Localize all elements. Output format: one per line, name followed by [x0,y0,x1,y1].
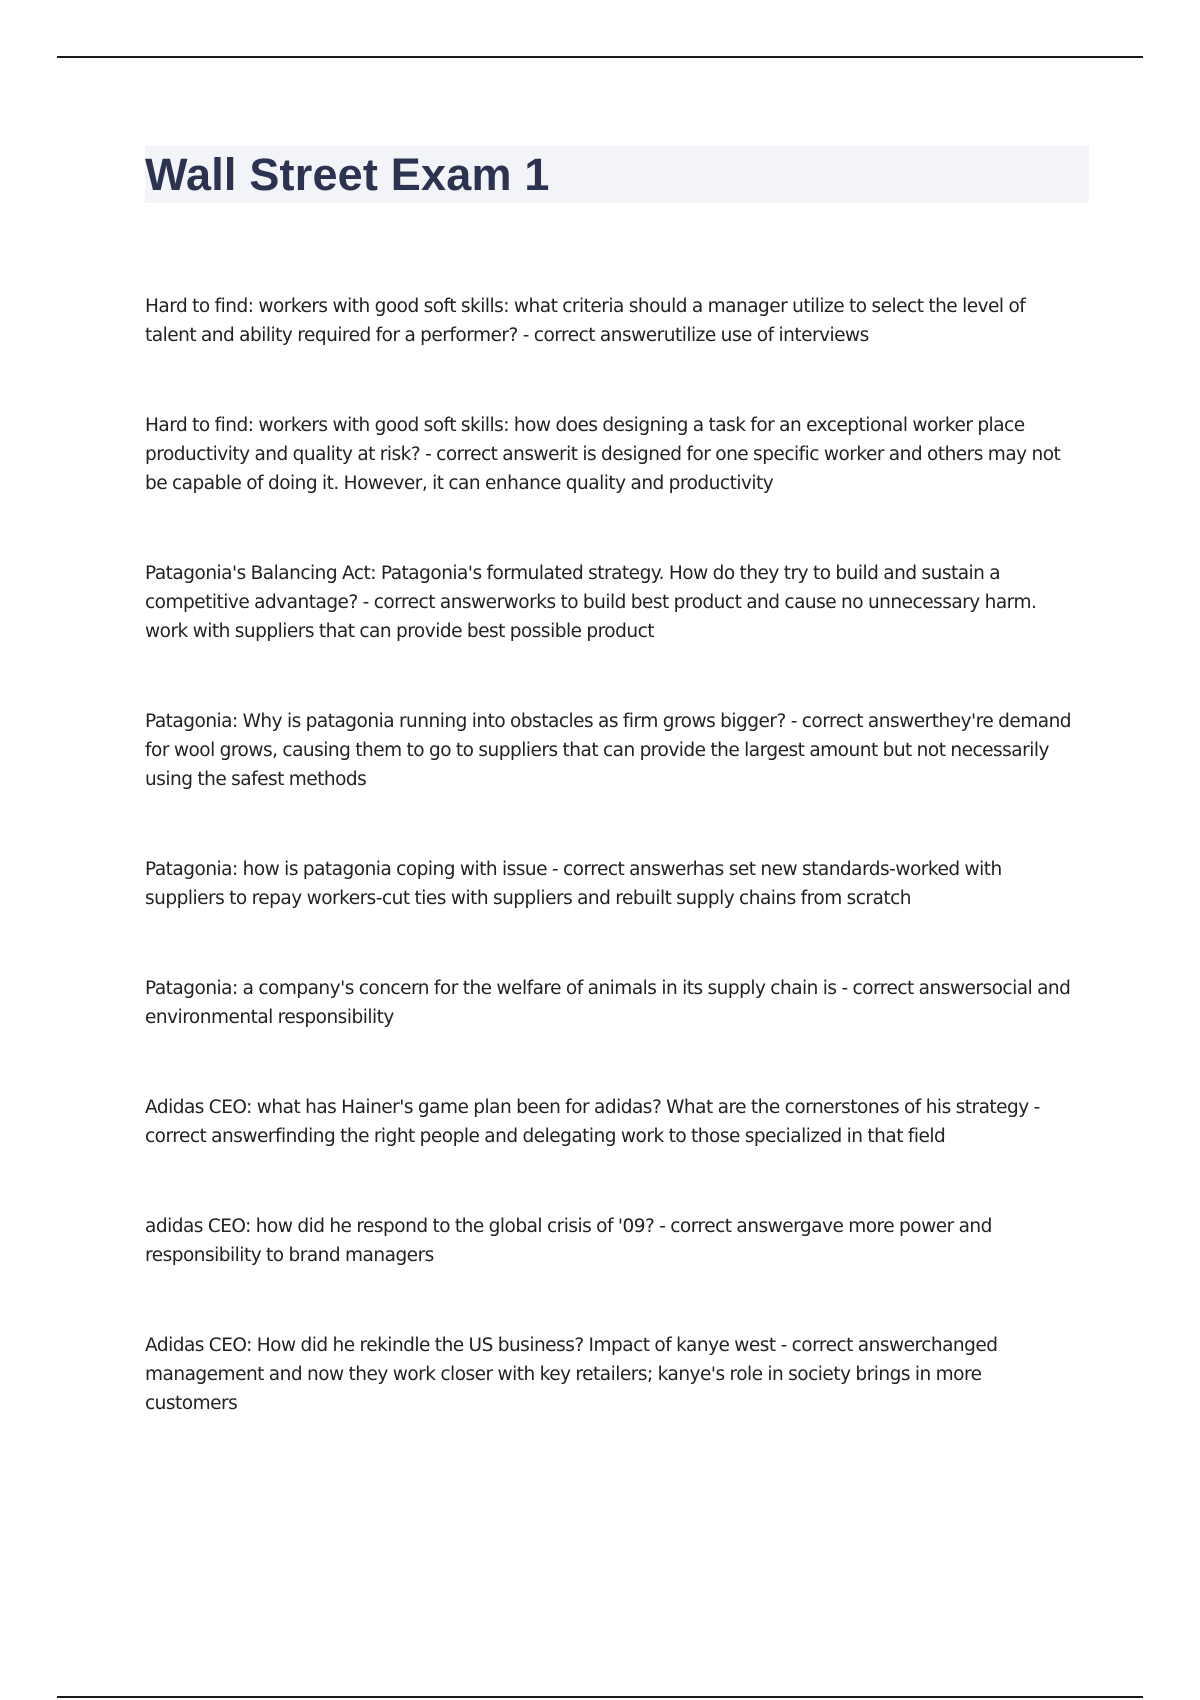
bottom-rule [57,1696,1143,1698]
qa-item: Hard to find: workers with good soft skills: how does designing a task for an exceptional worker place productivity and quality at risk? - correct answerit is designed for one specific worker and others may not be capable of doing it. However, it can enhance quality and productivity [145,415,1061,494]
qa-item: Patagonia: how is patagonia coping with issue - correct answerhas set new standards-worked with suppliers to repay workers-cut ties with suppliers and rebuilt supply chains from scratch [145,859,1002,909]
qa-item: Hard to find: workers with good soft skills: what criteria should a manager utilize to select the level of talent and ability required for a performer? - correct answerutilize use of interviews [145,296,1026,346]
qa-list [145,292,1075,1418]
qa-item: Patagonia: Why is patagonia running into obstacles as firm grows bigger? - correct answerthey're demand for wool grows, causing them to go to suppliers that can provide the largest amount but not necessarily using the safest methods [145,711,1072,790]
qa-item: Adidas CEO: what has Hainer's game plan been for adidas? What are the cornerstones of his strategy - correct answerfinding the right people and delegating work to those specialized in that field [145,1097,1040,1147]
qa-item: adidas CEO: how did he respond to the global crisis of '09? - correct answergave more power and responsibility to brand managers [145,1216,992,1266]
qa-item: Patagonia's Balancing Act: Patagonia's formulated strategy. How do they try to build and sustain a competitive advantage? - correct answerworks to build best product and cause no unnecessary harm. work with suppliers that can provide best possible product [145,563,1037,642]
top-rule [57,56,1143,58]
qa-item: Patagonia: a company's concern for the welfare of animals in its supply chain is - correct answersocial and environmental responsibility [145,978,1071,1028]
page-title: Wall Street Exam 1 [145,149,550,200]
qa-item: Adidas CEO: How did he rekindle the US business? Impact of kanye west - correct answerchanged management and now they work closer with key retailers; kanye's role in society brings in more customers [145,1335,998,1414]
